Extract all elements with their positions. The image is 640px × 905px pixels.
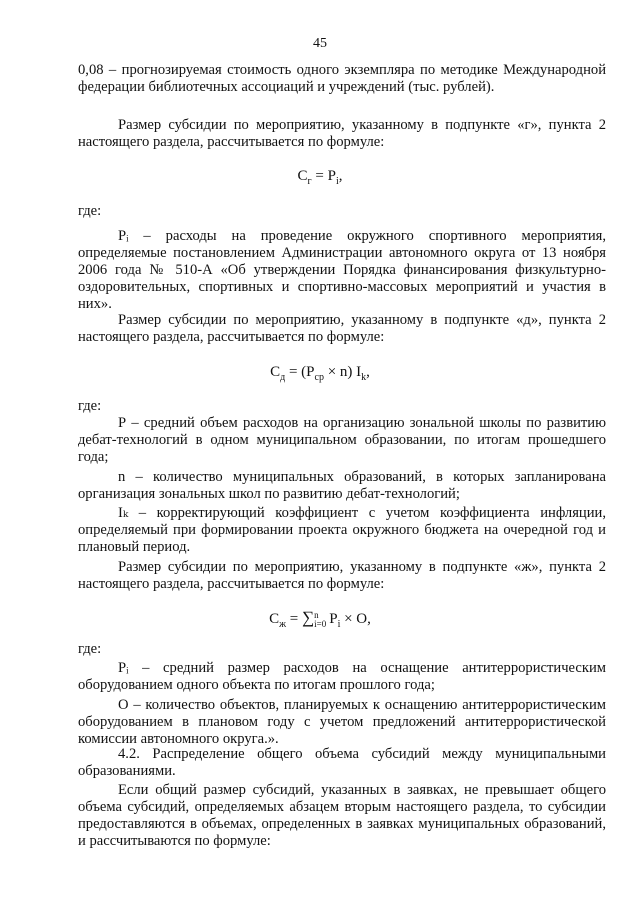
subsidy-g-intro: Размер субсидии по мероприятию, указанному в подпункте «г», пункта 2 настоящего раздела, рассчитывается по формуле: xyxy=(78,117,606,150)
section-4-2: 4.2. Распределение общего объема субсидий между муниципальными образованиями. xyxy=(78,746,606,779)
formula-g: $С_г = P_i$, xyxy=(297,168,343,187)
ik-definition: Iₖ – корректирующий коэффициент с учетом коэффициента инфляции, определяемый при формировании проекта окружного бюджета на очередной год и плановый период. xyxy=(78,505,606,555)
o-definition: О – количество объектов, планируемых к оснащению антитеррористическим оборудованием в плановом году с учетом предложений антитеррористической комиссии автономного округа.». xyxy=(78,697,606,747)
formula-zh: $С_ж = \sum n$ i=0 $P_i \times O$, xyxy=(269,608,371,630)
sum-limits: n i=0 xyxy=(314,609,327,629)
formula-d: $С_д = (P_{ср} \times n)$ $I_k$, xyxy=(270,364,370,383)
where-label-1: где: xyxy=(78,203,102,219)
price-paragraph: 0,08 – прогнозируемая стоимость одного экземпляра по методике Международной федерации библиотечных ассоциаций и учреждений (тыс. рублей). xyxy=(78,62,606,95)
n-definition: n – количество муниципальных образований, в которых запланирована организация зональных школ по развитию дебат-технологий; xyxy=(78,469,606,502)
final-paragraph: Если общий размер субсидий, указанных в заявках, не превышает общего объема субсидий, определяемых абзацем вторым настоящего раздела, то субсидии предоставляются в объемах, определенных в заявках муниципальных образований, и рассчитываются по формуле: xyxy=(78,782,606,849)
subsidy-d-intro: Размер субсидии по мероприятию, указанному в подпункте «д», пункта 2 настоящего раздела, рассчитывается по формуле: xyxy=(78,312,606,345)
subsidy-zh-intro: Размер субсидии по мероприятию, указанному в подпункте «ж», пункта 2 настоящего раздела, рассчитывается по формуле: xyxy=(78,559,606,592)
pi-definition: Pᵢ – расходы на проведение окружного спортивного мероприятия, определяемые постановлением Администрации автономного округа от 13 ноября 2006 года № 510-А «Об утверждении Порядка финансирования физкультурно-оздоровительных, спортивных и спортивно-массовых мероприятий и участия в них». xyxy=(78,228,606,312)
where-label-2: где: xyxy=(78,398,102,414)
where-label-3: где: xyxy=(78,641,102,657)
p-definition: Р – средний объем расходов на организацию зональной школы по развитию дебат-технологий в одном муниципальном образовании, по итогам прошедшего года; xyxy=(78,415,606,465)
sum-symbol: ∑ xyxy=(302,608,315,627)
pi-definition-2: Pᵢ – средний размер расходов на оснащение антитеррористическим оборудованием одного объекта по итогам прошлого года; xyxy=(78,660,606,693)
page-number: 45 xyxy=(313,36,327,51)
